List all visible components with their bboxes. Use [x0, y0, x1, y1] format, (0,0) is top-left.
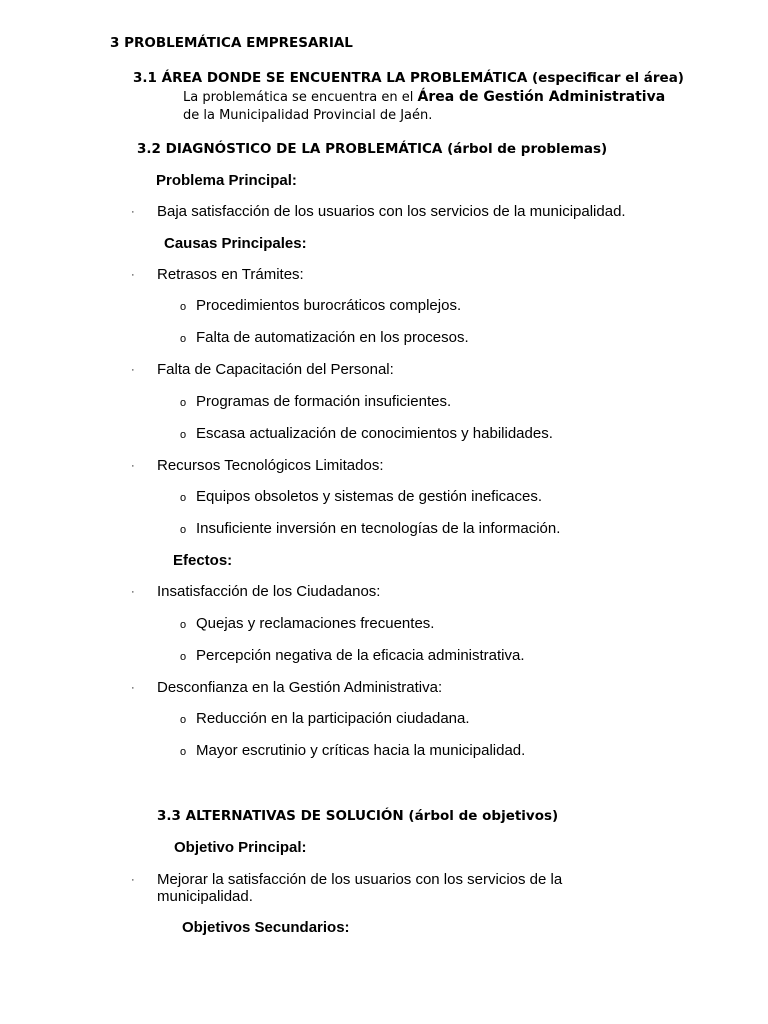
causa-1-item-1: Procedimientos burocráticos complejos.	[196, 297, 462, 314]
causas-label: Causas Principales:	[164, 235, 307, 252]
bullet: ·	[131, 269, 135, 281]
objetivos-secundarios-label: Objetivos Secundarios:	[182, 919, 350, 936]
heading-3-2: 3.2 DIAGNÓSTICO DE LA PROBLEMÁTICA (árbol de problemas)	[137, 141, 608, 157]
bullet: ·	[131, 364, 135, 376]
bullet: ·	[131, 206, 135, 218]
efecto-2-item-1: Reducción en la participación ciudadana.	[196, 710, 470, 727]
objetivo-principal: Mejorar la satisfacción de los usuarios con los servicios de la municipalidad.	[157, 871, 563, 905]
bullet: ·	[131, 682, 135, 694]
efecto-2-title: Desconfianza en la Gestión Administrativa:	[157, 679, 443, 696]
sub-bullet: o	[180, 492, 187, 504]
problema-principal: Baja satisfacción de los usuarios con los servicios de la municipalidad.	[157, 203, 626, 220]
causa-2-title: Falta de Capacitación del Personal:	[157, 361, 394, 378]
causa-1-item-2: Falta de automatización en los procesos.	[196, 329, 469, 346]
efecto-1-title: Insatisfacción de los Ciudadanos:	[157, 583, 381, 600]
area-paragraph: La problemática se encuentra en el Área de Gestión Administrativa de la Municipalidad Provincial de Jaén.	[183, 89, 666, 123]
efecto-1-item-2: Percepción negativa de la eficacia administrativa.	[196, 647, 525, 664]
bullet: ·	[131, 586, 135, 598]
heading-3-1: 3.1 ÁREA DONDE SE ENCUENTRA LA PROBLEMÁTICA (especificar el área)	[133, 70, 684, 86]
problema-principal-label: Problema Principal:	[156, 172, 297, 189]
efectos-label: Efectos:	[173, 552, 233, 569]
sub-bullet: o	[180, 651, 187, 663]
bullet: ·	[131, 874, 135, 886]
sub-bullet: o	[180, 301, 187, 313]
heading-3-3: 3.3 ALTERNATIVAS DE SOLUCIÓN (árbol de objetivos)	[157, 808, 559, 824]
efecto-1-item-1: Quejas y reclamaciones frecuentes.	[196, 615, 435, 632]
sub-bullet: o	[180, 714, 187, 726]
causa-1-title: Retrasos en Trámites:	[157, 266, 304, 283]
efecto-2-item-2: Mayor escrutinio y críticas hacia la municipalidad.	[196, 742, 526, 759]
sub-bullet: o	[180, 429, 187, 441]
bullet: ·	[131, 460, 135, 472]
causa-2-item-1: Programas de formación insuficientes.	[196, 393, 452, 410]
sub-bullet: o	[180, 397, 187, 409]
causa-3-title: Recursos Tecnológicos Limitados:	[157, 457, 384, 474]
causa-2-item-2: Escasa actualización de conocimientos y habilidades.	[196, 425, 553, 442]
causa-3-item-2: Insuficiente inversión en tecnologías de la información.	[196, 520, 561, 537]
sub-bullet: o	[180, 619, 187, 631]
section-title: 3 PROBLEMÁTICA EMPRESARIAL	[110, 35, 353, 51]
sub-bullet: o	[180, 524, 187, 536]
sub-bullet: o	[180, 746, 187, 758]
sub-bullet: o	[180, 333, 187, 345]
objetivo-principal-label: Objetivo Principal:	[174, 839, 307, 856]
causa-3-item-1: Equipos obsoletos y sistemas de gestión ineficaces.	[196, 488, 543, 505]
